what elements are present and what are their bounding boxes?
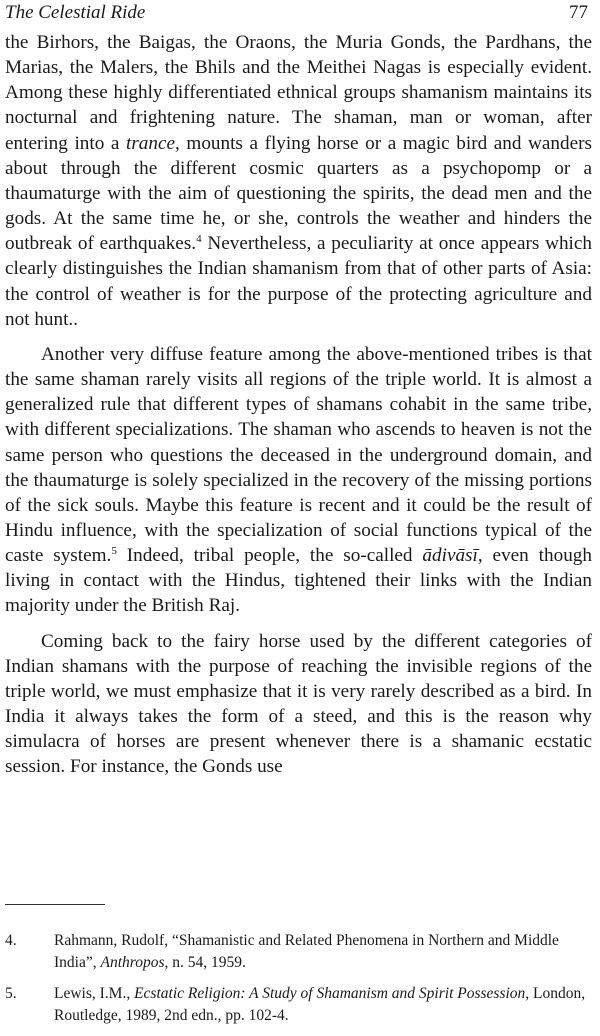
emphasis: trance bbox=[125, 132, 176, 154]
footnote-divider bbox=[5, 904, 105, 905]
footnote-text bbox=[54, 983, 592, 1027]
paragraph-3 bbox=[5, 629, 592, 780]
page-number: 77 bbox=[569, 2, 588, 23]
paragraph-text: Coming back to the fairy horse used by the different categories of Indian shamans with the purpose of reaching the invisible regions of the triple world, we must emphasize that it is very rarely described as a bird. In India it always takes the form of a steed, and this is the reason why simulacra of horses are present whenever there is a shamanic ecstatic session. For instance, the Gonds use bbox=[5, 630, 592, 778]
paragraph-text: Nevertheless, a peculiarity at once appears which clearly distinguishes the Indian shamanism from that of other parts of Asia: the control of weather is for the purpose of the protecting agriculture and not hunt.. bbox=[5, 233, 592, 330]
footnote-part: Rahmann, Rudolf, “Shamanistic and Related Phenomena in Northern and Middle India”, bbox=[54, 932, 559, 971]
running-title: The Celestial Ride bbox=[5, 2, 146, 23]
footnote-ref-5[interactable]: 5 bbox=[111, 545, 117, 558]
paragraph-text: Another very diffuse feature among the above-mentioned tribes is that the same shaman rarely visits all regions of the triple world. It is almost a generalized rule that different types of shamans cohabit in the same tribe, with different specializations. The shaman who ascends to heaven is not the same person who questions the deceased in the underground domain, and the thaumaturge is solely specialized in the recovery of the missing portions of the sick souls. Maybe this feature is recent and it could be the result of Hindu influence, with the specialization of social functions typical of the caste system. bbox=[5, 343, 592, 567]
footnotes bbox=[5, 930, 592, 1036]
footnote-part: , n. 54, 1959. bbox=[164, 954, 246, 971]
paragraph-text: , even though living in contact with the Hindus, tightened their links with the Indian majority under the British Raj. bbox=[5, 545, 592, 617]
paragraph-text: the Birhors, the Baigas, the Oraons, the Muria Gonds, the Pardhans, the Marias, the Malers, the Bhils and the Meithei Nagas is especially evident. Among these highly differentiated ethnical groups shamanism maintains its nocturnal and frightening nature. The shaman, man or woman, after entering into a bbox=[5, 32, 592, 154]
footnote-title: Anthropos bbox=[100, 954, 165, 971]
footnote-number: 4. bbox=[5, 932, 17, 949]
paragraph-2 bbox=[5, 342, 592, 619]
footnote-part: , London, Routledge, 1989, 2nd edn., pp. 102-4. bbox=[54, 985, 586, 1024]
paragraph-text: Indeed, tribal people, the so-called bbox=[116, 545, 423, 567]
footnote-part: Lewis, I.M., bbox=[54, 985, 135, 1002]
footnote-number: 5. bbox=[5, 985, 17, 1002]
body-text bbox=[5, 30, 592, 780]
paragraph-1 bbox=[5, 30, 592, 332]
footnote-4 bbox=[5, 930, 592, 974]
footnote-5 bbox=[5, 983, 592, 1027]
footnote-ref-4[interactable]: 4 bbox=[196, 233, 202, 246]
paragraph-text: , mounts a flying horse or a magic bird and wanders about through the different cosmic quarters as a psychopomp or a thaumaturge with the aim of questioning the spirits, the dead men and the gods. At the same time he, or she, controls the weather and hinders the outbreak of earthquakes. bbox=[5, 132, 592, 255]
emphasis: ādivāsī bbox=[422, 545, 478, 567]
footnote-title: Ecstatic Religion: A Study of Shamanism and Spirit Possession bbox=[134, 985, 526, 1002]
footnote-text bbox=[54, 930, 592, 974]
running-head bbox=[5, 2, 588, 28]
